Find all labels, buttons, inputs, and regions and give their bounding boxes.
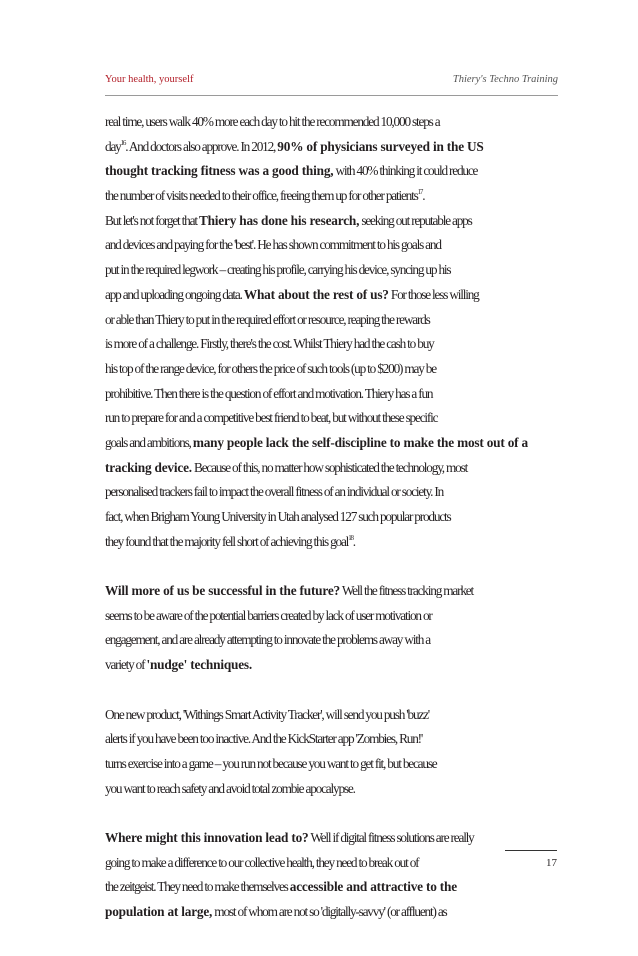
text-run: For those less willing (388, 286, 479, 302)
text-run: prohibitive. Then there is the question of effort and motivation. Thiery has a fun (105, 385, 433, 401)
paragraph (105, 110, 565, 554)
body-text (105, 110, 565, 925)
text-run: most of whom are not so 'digitally-savvy' (or affluent) as (212, 904, 447, 919)
text-line (105, 456, 565, 481)
text-line (105, 628, 565, 653)
section-title: Your health, yourself (105, 74, 194, 85)
text-line (105, 900, 565, 925)
text-line (105, 851, 565, 876)
bold-text: What about the rest of us? (243, 286, 389, 302)
footnote-ref: 17 (417, 188, 423, 197)
text-run: engagement, and are already attempting to innovate the problems away with a (105, 632, 431, 648)
text-run: alerts if you have been too inactive. And the KickStarter app 'Zombies, Run!' (105, 731, 423, 747)
text-run: . And doctors also approve. In 2012, (125, 138, 278, 154)
text-line (105, 752, 565, 777)
bold-text: tracking device. (105, 459, 192, 475)
bold-text: thought tracking fitness was a good thing, (105, 163, 334, 179)
text-line (105, 875, 565, 900)
text-run: Well the fitness tracking market (339, 583, 473, 599)
text-run: they found that the majority fell short of achieving this goal (105, 533, 349, 549)
text-run: run to prepare for and a competitive best friend to beat, but without these specific (105, 410, 438, 426)
paragraph-gap (105, 678, 565, 703)
text-line (105, 209, 565, 234)
text-line (105, 332, 565, 357)
text-run: turns exercise into a game – you run not because you want to get fit, but because (105, 755, 437, 771)
text-line (105, 826, 565, 851)
text-run: goals and ambitions, (105, 434, 193, 450)
text-line (105, 382, 565, 407)
text-line (105, 357, 565, 382)
paragraph (105, 826, 565, 925)
text-run: the number of visits needed to their office, freeing them up for other patients (105, 188, 418, 204)
bold-text: accessible and attractive to the (289, 879, 457, 895)
text-line (105, 258, 565, 283)
text-run: with 40% thinking it could reduce (333, 163, 478, 179)
text-line (105, 579, 565, 604)
text-run: variety of (105, 657, 147, 673)
text-line (105, 480, 565, 505)
text-run: you want to reach safety and avoid total zombie apocalypse. (105, 780, 355, 796)
bold-text: Will more of us be successful in the future? (105, 583, 340, 599)
page-number: 17 (546, 857, 557, 869)
text-line (105, 184, 565, 209)
footer-rule (505, 850, 557, 851)
text-run: his top of the range device, for others the price of such tools (up to $200) may be (105, 360, 436, 376)
running-header (105, 74, 558, 88)
text-line (105, 777, 565, 802)
text-run: going to make a difference to our collective health, they need to break out of (105, 854, 419, 870)
text-run: seeking out reputable apps (359, 212, 472, 228)
text-run: day (105, 138, 121, 154)
paragraph (105, 579, 565, 678)
text-line (105, 727, 565, 752)
text-run: But let's not forget that (105, 212, 199, 228)
text-run: the zeitgeist. They need to make themselves (105, 879, 290, 895)
header-rule (105, 95, 558, 96)
bold-text: Where might this innovation lead to? (105, 829, 309, 845)
paragraph-gap (105, 801, 565, 826)
bold-text: population at large, (105, 904, 213, 919)
text-line (105, 135, 565, 160)
text-line (105, 431, 565, 456)
text-line (105, 530, 565, 555)
text-line (105, 406, 565, 431)
text-run: is more of a challenge. Firstly, there's the cost. Whilst Thiery had the cash to buy (105, 336, 434, 352)
text-line (105, 110, 565, 135)
bold-text: 90% of physicians surveyed in the US (277, 138, 484, 154)
paragraph (105, 703, 565, 802)
text-run: Well if digital fitness solutions are really (308, 829, 474, 845)
bold-text: many people lack the self-discipline to make the most out of a (192, 434, 528, 450)
text-run: seems to be aware of the potential barriers created by lack of user motivation or (105, 607, 432, 623)
text-run: . (352, 533, 355, 549)
text-run: or able than Thiery to put in the required effort or resource, reaping the rewards (105, 311, 430, 327)
text-run: One new product, 'Withings Smart Activity Tracker', will send you push 'buzz' (105, 706, 429, 722)
text-run: . (422, 188, 425, 204)
footnote-ref: 16 (120, 138, 126, 147)
text-run: real time, users walk 40% more each day to hit the recommended 10,000 steps a (105, 114, 440, 129)
text-run: Because of this, no matter how sophisticated the technology, most (191, 459, 468, 475)
text-run: fact, when Brigham Young University in Utah analysed 127 such popular products (105, 509, 451, 524)
text-line (105, 604, 565, 629)
text-run: put in the required legwork – creating his profile, carrying his device, syncing up his (105, 262, 451, 278)
bold-text: 'nudge' techniques. (146, 657, 253, 673)
text-line (105, 233, 565, 258)
footnote-ref: 18 (348, 533, 353, 542)
text-line (105, 308, 565, 333)
text-run: and devices and paying for the 'best'. He has shown commitment to his goals and (105, 237, 441, 253)
text-run: app and uploading ongoing data. (105, 286, 244, 302)
text-line (105, 283, 565, 308)
chapter-title: Thiery's Techno Training (452, 74, 558, 85)
bold-text: Thiery has done his research, (198, 212, 360, 228)
text-line (105, 505, 565, 530)
paragraph-gap (105, 554, 565, 579)
text-line (105, 703, 565, 728)
text-run: personalised trackers fail to impact the overall fitness of an individual or society. In (105, 484, 444, 500)
text-line (105, 653, 565, 678)
text-line (105, 159, 565, 184)
